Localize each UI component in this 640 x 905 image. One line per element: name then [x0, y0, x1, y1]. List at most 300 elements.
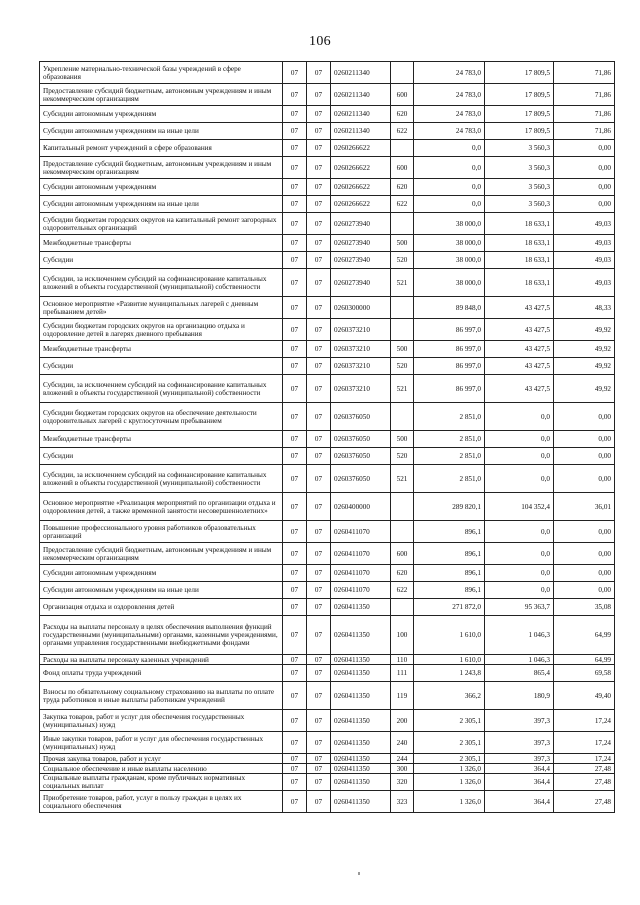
actual-amount-cell: 865,4 [485, 665, 554, 682]
section-code-cell: 07 [283, 84, 307, 106]
expense-type-cell: 200 [391, 710, 414, 732]
section-code-cell: 07 [283, 682, 307, 710]
row-name-cell: Приобретение товаров, работ, услуг в пользу граждан в целях их социального обеспечения [40, 791, 283, 813]
actual-amount-cell: 397,3 [485, 710, 554, 732]
plan-amount-cell: 2 851,0 [414, 465, 485, 493]
actual-amount-cell: 0,0 [485, 431, 554, 448]
subsection-code-cell: 07 [307, 84, 331, 106]
actual-amount-cell: 0,0 [485, 465, 554, 493]
actual-amount-cell: 0,0 [485, 448, 554, 465]
actual-amount-cell: 17 809,5 [485, 106, 554, 123]
percent-cell: 71,86 [554, 62, 615, 84]
subsection-code-cell: 07 [307, 196, 331, 213]
row-name-cell: Субсидии [40, 252, 283, 269]
target-article-cell: 0260273940 [331, 269, 391, 297]
section-code-cell: 07 [283, 106, 307, 123]
row-name-cell: Субсидии автономным учреждениям [40, 179, 283, 196]
actual-amount-cell: 43 427,5 [485, 297, 554, 319]
subsection-code-cell: 07 [307, 764, 331, 774]
plan-amount-cell: 2 851,0 [414, 403, 485, 431]
row-name-cell: Субсидии автономным учреждениям [40, 565, 283, 582]
table-row [40, 774, 615, 791]
percent-cell: 17,24 [554, 710, 615, 732]
actual-amount-cell: 3 560,3 [485, 140, 554, 157]
expense-type-cell [391, 403, 414, 431]
percent-cell: 0,00 [554, 565, 615, 582]
actual-amount-cell: 43 427,5 [485, 358, 554, 375]
subsection-code-cell: 07 [307, 403, 331, 431]
subsection-code-cell: 07 [307, 375, 331, 403]
expense-type-cell: 520 [391, 358, 414, 375]
row-name-cell: Социальные выплаты гражданам, кроме публичных нормативных социальных выплат [40, 774, 283, 791]
section-code-cell: 07 [283, 774, 307, 791]
expense-type-cell: 244 [391, 754, 414, 764]
plan-amount-cell: 1 326,0 [414, 774, 485, 791]
target-article-cell: 0260411350 [331, 616, 391, 655]
target-article-cell: 0260266622 [331, 157, 391, 179]
expense-type-cell: 622 [391, 123, 414, 140]
row-name-cell: Капитальный ремонт учреждений в сфере образования [40, 140, 283, 157]
table-row [40, 565, 615, 582]
target-article-cell: 0260373210 [331, 341, 391, 358]
expense-type-cell: 620 [391, 179, 414, 196]
subsection-code-cell: 07 [307, 774, 331, 791]
actual-amount-cell: 43 427,5 [485, 375, 554, 403]
expense-type-cell [391, 319, 414, 341]
plan-amount-cell: 86 997,0 [414, 319, 485, 341]
subsection-code-cell: 07 [307, 179, 331, 196]
target-article-cell: 0260400000 [331, 493, 391, 521]
target-article-cell: 0260411070 [331, 582, 391, 599]
actual-amount-cell: 17 809,5 [485, 123, 554, 140]
row-name-cell: Субсидии автономным учреждениям на иные цели [40, 582, 283, 599]
subsection-code-cell: 07 [307, 140, 331, 157]
subsection-code-cell: 07 [307, 297, 331, 319]
percent-cell: 49,92 [554, 341, 615, 358]
actual-amount-cell: 0,0 [485, 582, 554, 599]
table-row [40, 157, 615, 179]
target-article-cell: 0260411350 [331, 732, 391, 754]
section-code-cell: 07 [283, 179, 307, 196]
plan-amount-cell: 38 000,0 [414, 252, 485, 269]
actual-amount-cell: 1 046,3 [485, 616, 554, 655]
target-article-cell: 0260373210 [331, 319, 391, 341]
table-row [40, 319, 615, 341]
table-row [40, 403, 615, 431]
section-code-cell: 07 [283, 213, 307, 235]
plan-amount-cell: 0,0 [414, 179, 485, 196]
expense-type-cell: 622 [391, 582, 414, 599]
percent-cell: 0,00 [554, 196, 615, 213]
table-row [40, 732, 615, 754]
table-row [40, 106, 615, 123]
subsection-code-cell: 07 [307, 431, 331, 448]
percent-cell: 27,48 [554, 764, 615, 774]
subsection-code-cell: 07 [307, 123, 331, 140]
percent-cell: 71,86 [554, 84, 615, 106]
actual-amount-cell: 18 633,1 [485, 235, 554, 252]
section-code-cell: 07 [283, 123, 307, 140]
percent-cell: 27,48 [554, 791, 615, 813]
section-code-cell: 07 [283, 521, 307, 543]
subsection-code-cell: 07 [307, 106, 331, 123]
row-name-cell: Закупка товаров, работ и услуг для обеспечения государственных (муниципальных) нужд [40, 710, 283, 732]
section-code-cell: 07 [283, 358, 307, 375]
target-article-cell: 0260376050 [331, 465, 391, 493]
expense-type-cell [391, 521, 414, 543]
actual-amount-cell: 95 363,7 [485, 599, 554, 616]
section-code-cell: 07 [283, 62, 307, 84]
table-row [40, 493, 615, 521]
plan-amount-cell: 24 783,0 [414, 84, 485, 106]
row-name-cell: Предоставление субсидий бюджетным, автономным учреждениям и иным некоммерческим организациям [40, 543, 283, 565]
subsection-code-cell: 07 [307, 543, 331, 565]
plan-amount-cell: 24 783,0 [414, 106, 485, 123]
percent-cell: 71,86 [554, 106, 615, 123]
plan-amount-cell: 896,1 [414, 543, 485, 565]
table-row [40, 252, 615, 269]
budget-table-body [40, 62, 615, 813]
plan-amount-cell: 0,0 [414, 157, 485, 179]
plan-amount-cell: 896,1 [414, 565, 485, 582]
row-name-cell: Субсидии бюджетам городских округов на обеспечение деятельности оздоровительных лагерей с круглосуточным пребыванием [40, 403, 283, 431]
table-row [40, 754, 615, 764]
percent-cell: 17,24 [554, 732, 615, 754]
row-name-cell: Межбюджетные трансферты [40, 341, 283, 358]
table-row [40, 179, 615, 196]
expense-type-cell: 620 [391, 106, 414, 123]
target-article-cell: 0260411350 [331, 655, 391, 665]
target-article-cell: 0260273940 [331, 235, 391, 252]
row-name-cell: Предоставление субсидий бюджетным, автономным учреждениям и иным некоммерческим организациям [40, 84, 283, 106]
row-name-cell: Субсидии, за исключением субсидий на софинансирование капитальных вложений в объекты государственной (муниципальной) собственности [40, 269, 283, 297]
section-code-cell: 07 [283, 465, 307, 493]
table-row [40, 599, 615, 616]
subsection-code-cell: 07 [307, 157, 331, 179]
target-article-cell: 0260211340 [331, 106, 391, 123]
row-name-cell: Субсидии, за исключением субсидий на софинансирование капитальных вложений в объекты государственной (муниципальной) собственности [40, 465, 283, 493]
target-article-cell: 0260266622 [331, 196, 391, 213]
plan-amount-cell: 0,0 [414, 196, 485, 213]
percent-cell: 0,00 [554, 403, 615, 431]
section-code-cell: 07 [283, 732, 307, 754]
plan-amount-cell: 366,2 [414, 682, 485, 710]
expense-type-cell: 622 [391, 196, 414, 213]
section-code-cell: 07 [283, 543, 307, 565]
subsection-code-cell: 07 [307, 448, 331, 465]
row-name-cell: Субсидии автономным учреждениям на иные цели [40, 123, 283, 140]
subsection-code-cell: 07 [307, 682, 331, 710]
subsection-code-cell: 07 [307, 465, 331, 493]
actual-amount-cell: 0,0 [485, 565, 554, 582]
subsection-code-cell: 07 [307, 269, 331, 297]
row-name-cell: Взносы по обязательному социальному страхованию на выплаты по оплате труда работников и иные выплаты работникам учреждений [40, 682, 283, 710]
plan-amount-cell: 271 872,0 [414, 599, 485, 616]
percent-cell: 35,08 [554, 599, 615, 616]
table-row [40, 616, 615, 655]
subsection-code-cell: 07 [307, 341, 331, 358]
section-code-cell: 07 [283, 493, 307, 521]
target-article-cell: 0260411350 [331, 682, 391, 710]
table-row [40, 358, 615, 375]
row-name-cell: Организация отдыха и оздоровления детей [40, 599, 283, 616]
table-row [40, 140, 615, 157]
percent-cell: 0,00 [554, 448, 615, 465]
row-name-cell: Субсидии [40, 358, 283, 375]
section-code-cell: 07 [283, 140, 307, 157]
expense-type-cell: 500 [391, 431, 414, 448]
table-row [40, 465, 615, 493]
table-row [40, 710, 615, 732]
table-row [40, 196, 615, 213]
percent-cell: 0,00 [554, 179, 615, 196]
subsection-code-cell: 07 [307, 616, 331, 655]
percent-cell: 27,48 [554, 774, 615, 791]
actual-amount-cell: 364,4 [485, 791, 554, 813]
table-row [40, 375, 615, 403]
percent-cell: 49,03 [554, 269, 615, 297]
plan-amount-cell: 86 997,0 [414, 358, 485, 375]
expense-type-cell [391, 493, 414, 521]
section-code-cell: 07 [283, 791, 307, 813]
target-article-cell: 0260373210 [331, 375, 391, 403]
section-code-cell: 07 [283, 655, 307, 665]
percent-cell: 48,33 [554, 297, 615, 319]
actual-amount-cell: 18 633,1 [485, 269, 554, 297]
expense-type-cell: 240 [391, 732, 414, 754]
section-code-cell: 07 [283, 665, 307, 682]
page-number: 106 [309, 34, 331, 49]
expense-type-cell [391, 213, 414, 235]
row-name-cell: Фонд оплаты труда учреждений [40, 665, 283, 682]
percent-cell: 0,00 [554, 465, 615, 493]
target-article-cell: 0260411350 [331, 599, 391, 616]
section-code-cell: 07 [283, 252, 307, 269]
row-name-cell: Расходы на выплаты персоналу казенных учреждений [40, 655, 283, 665]
plan-amount-cell: 24 783,0 [414, 123, 485, 140]
actual-amount-cell: 18 633,1 [485, 213, 554, 235]
subsection-code-cell: 07 [307, 582, 331, 599]
row-name-cell: Межбюджетные трансферты [40, 235, 283, 252]
percent-cell: 49,03 [554, 252, 615, 269]
plan-amount-cell: 289 820,1 [414, 493, 485, 521]
percent-cell: 36,01 [554, 493, 615, 521]
plan-amount-cell: 38 000,0 [414, 269, 485, 297]
target-article-cell: 0260411350 [331, 710, 391, 732]
section-code-cell: 07 [283, 565, 307, 582]
table-row [40, 62, 615, 84]
actual-amount-cell: 364,4 [485, 764, 554, 774]
section-code-cell: 07 [283, 235, 307, 252]
target-article-cell: 0260300000 [331, 297, 391, 319]
target-article-cell: 0260411350 [331, 754, 391, 764]
subsection-code-cell: 07 [307, 319, 331, 341]
table-row [40, 448, 615, 465]
plan-amount-cell: 1 610,0 [414, 655, 485, 665]
table-row [40, 431, 615, 448]
expense-type-cell [391, 599, 414, 616]
actual-amount-cell: 43 427,5 [485, 341, 554, 358]
expense-type-cell: 600 [391, 543, 414, 565]
expense-type-cell: 300 [391, 764, 414, 774]
percent-cell: 64,99 [554, 616, 615, 655]
plan-amount-cell: 86 997,0 [414, 375, 485, 403]
percent-cell: 49,92 [554, 375, 615, 403]
actual-amount-cell: 3 560,3 [485, 157, 554, 179]
table-row [40, 655, 615, 665]
actual-amount-cell: 0,0 [485, 521, 554, 543]
section-code-cell: 07 [283, 616, 307, 655]
plan-amount-cell: 1 326,0 [414, 791, 485, 813]
plan-amount-cell: 1 610,0 [414, 616, 485, 655]
plan-amount-cell: 2 851,0 [414, 448, 485, 465]
expense-type-cell [391, 62, 414, 84]
actual-amount-cell: 104 352,4 [485, 493, 554, 521]
row-name-cell: Основное мероприятие «Развитие муниципальных лагерей с дневным пребыванием детей» [40, 297, 283, 319]
target-article-cell: 0260376050 [331, 448, 391, 465]
row-name-cell: Предоставление субсидий бюджетным, автономным учреждениям и иным некоммерческим организациям [40, 157, 283, 179]
row-name-cell: Социальное обеспечение и иные выплаты населению [40, 764, 283, 774]
section-code-cell: 07 [283, 196, 307, 213]
section-code-cell: 07 [283, 599, 307, 616]
subsection-code-cell: 07 [307, 62, 331, 84]
subsection-code-cell: 07 [307, 252, 331, 269]
percent-cell: 49,92 [554, 319, 615, 341]
percent-cell: 0,00 [554, 582, 615, 599]
expense-type-cell: 600 [391, 84, 414, 106]
subsection-code-cell: 07 [307, 791, 331, 813]
plan-amount-cell: 896,1 [414, 521, 485, 543]
plan-amount-cell: 24 783,0 [414, 62, 485, 84]
table-row [40, 764, 615, 774]
table-row [40, 213, 615, 235]
section-code-cell: 07 [283, 582, 307, 599]
actual-amount-cell: 18 633,1 [485, 252, 554, 269]
target-article-cell: 0260411070 [331, 565, 391, 582]
target-article-cell: 0260411070 [331, 543, 391, 565]
target-article-cell: 0260211340 [331, 123, 391, 140]
expense-type-cell: 100 [391, 616, 414, 655]
target-article-cell: 0260273940 [331, 252, 391, 269]
target-article-cell: 0260376050 [331, 431, 391, 448]
target-article-cell: 0260411070 [331, 521, 391, 543]
row-name-cell: Основное мероприятие «Реализация мероприятий по организации отдыха и оздоровления детей, а также временной занятости несовершеннолетних» [40, 493, 283, 521]
table-row [40, 235, 615, 252]
target-article-cell: 0260266622 [331, 140, 391, 157]
row-name-cell: Расходы на выплаты персоналу в целях обеспечения выполнения функций государственными (муниципальными) органами, казенными учреждениями, органами управления государственными внебюджетными фондами [40, 616, 283, 655]
row-name-cell: Субсидии автономным учреждениям на иные цели [40, 196, 283, 213]
actual-amount-cell: 180,9 [485, 682, 554, 710]
expense-type-cell: 119 [391, 682, 414, 710]
target-article-cell: 0260373210 [331, 358, 391, 375]
section-code-cell: 07 [283, 754, 307, 764]
section-code-cell: 07 [283, 157, 307, 179]
percent-cell: 17,24 [554, 754, 615, 764]
row-name-cell: Субсидии автономным учреждениям [40, 106, 283, 123]
actual-amount-cell: 17 809,5 [485, 62, 554, 84]
target-article-cell: 0260211340 [331, 62, 391, 84]
plan-amount-cell: 89 848,0 [414, 297, 485, 319]
percent-cell: 0,00 [554, 157, 615, 179]
subsection-code-cell: 07 [307, 665, 331, 682]
expense-type-cell [391, 297, 414, 319]
row-name-cell: Прочая закупка товаров, работ и услуг [40, 754, 283, 764]
actual-amount-cell: 17 809,5 [485, 84, 554, 106]
actual-amount-cell: 1 046,3 [485, 655, 554, 665]
percent-cell: 0,00 [554, 521, 615, 543]
plan-amount-cell: 86 997,0 [414, 341, 485, 358]
table-row [40, 341, 615, 358]
section-code-cell: 07 [283, 710, 307, 732]
budget-table [39, 61, 615, 813]
expense-type-cell: 620 [391, 565, 414, 582]
percent-cell: 64,99 [554, 655, 615, 665]
plan-amount-cell: 1 243,8 [414, 665, 485, 682]
plan-amount-cell: 2 305,1 [414, 732, 485, 754]
row-name-cell: Субсидии бюджетам городских округов на капитальный ремонт загородных оздоровительных организаций [40, 213, 283, 235]
row-name-cell: Укрепление материально-технической базы учреждений в сфере образования [40, 62, 283, 84]
table-row [40, 297, 615, 319]
section-code-cell: 07 [283, 375, 307, 403]
actual-amount-cell: 43 427,5 [485, 319, 554, 341]
section-code-cell: 07 [283, 403, 307, 431]
section-code-cell: 07 [283, 297, 307, 319]
percent-cell: 49,03 [554, 235, 615, 252]
actual-amount-cell: 397,3 [485, 732, 554, 754]
expense-type-cell: 520 [391, 448, 414, 465]
table-row [40, 791, 615, 813]
expense-type-cell: 320 [391, 774, 414, 791]
expense-type-cell: 521 [391, 465, 414, 493]
target-article-cell: 0260266622 [331, 179, 391, 196]
table-row [40, 543, 615, 565]
target-article-cell: 0260411350 [331, 764, 391, 774]
plan-amount-cell: 896,1 [414, 582, 485, 599]
actual-amount-cell: 364,4 [485, 774, 554, 791]
actual-amount-cell: 3 560,3 [485, 179, 554, 196]
plan-amount-cell: 2 305,1 [414, 754, 485, 764]
table-row [40, 521, 615, 543]
table-row [40, 682, 615, 710]
percent-cell: 0,00 [554, 431, 615, 448]
plan-amount-cell: 2 851,0 [414, 431, 485, 448]
target-article-cell: 0260411350 [331, 774, 391, 791]
expense-type-cell: 323 [391, 791, 414, 813]
row-name-cell: Субсидии [40, 448, 283, 465]
subsection-code-cell: 07 [307, 710, 331, 732]
subsection-code-cell: 07 [307, 732, 331, 754]
table-row [40, 665, 615, 682]
expense-type-cell: 500 [391, 235, 414, 252]
row-name-cell: Повышение профессионального уровня работников образовательных организаций [40, 521, 283, 543]
table-row [40, 582, 615, 599]
subsection-code-cell: 07 [307, 493, 331, 521]
plan-amount-cell: 38 000,0 [414, 213, 485, 235]
section-code-cell: 07 [283, 341, 307, 358]
section-code-cell: 07 [283, 764, 307, 774]
actual-amount-cell: 397,3 [485, 754, 554, 764]
actual-amount-cell: 0,0 [485, 543, 554, 565]
actual-amount-cell: 0,0 [485, 403, 554, 431]
section-code-cell: 07 [283, 448, 307, 465]
expense-type-cell: 500 [391, 341, 414, 358]
row-name-cell: Субсидии, за исключением субсидий на софинансирование капитальных вложений в объекты государственной (муниципальной) собственности [40, 375, 283, 403]
subsection-code-cell: 07 [307, 521, 331, 543]
table-row [40, 84, 615, 106]
subsection-code-cell: 07 [307, 754, 331, 764]
subsection-code-cell: 07 [307, 655, 331, 665]
section-code-cell: 07 [283, 269, 307, 297]
